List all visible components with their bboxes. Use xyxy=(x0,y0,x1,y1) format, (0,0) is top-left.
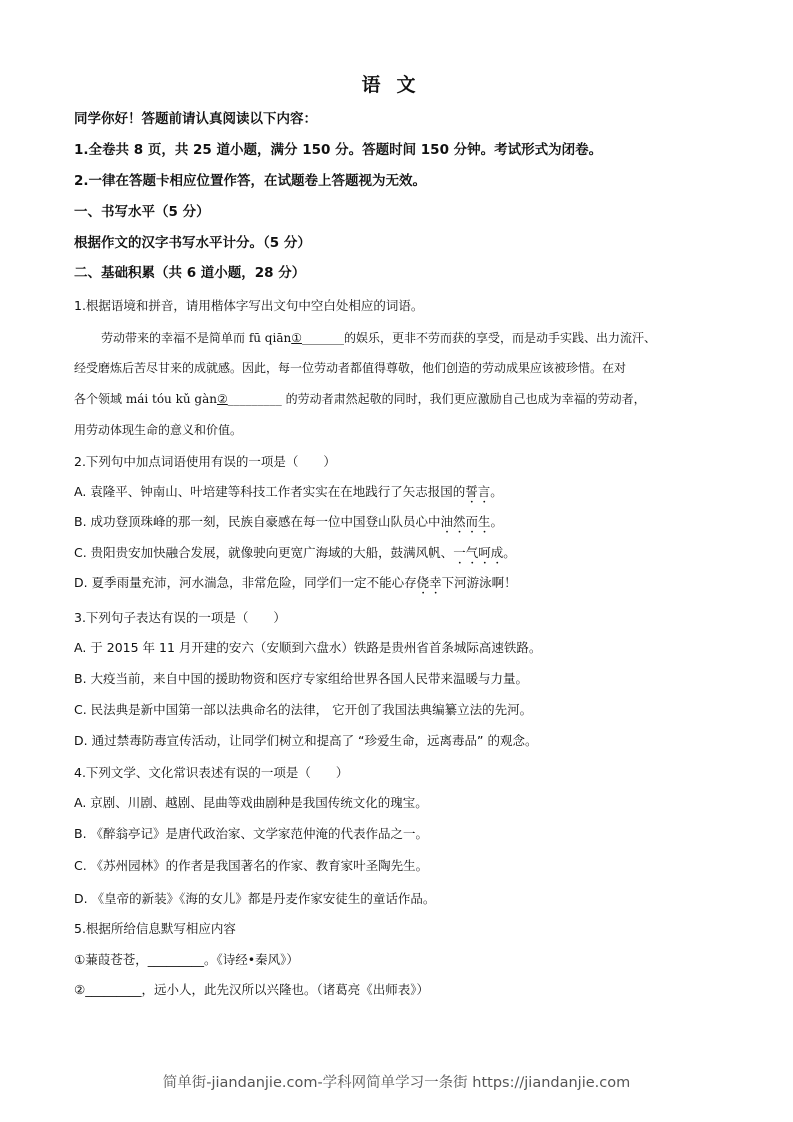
q1-passage-line-3 xyxy=(74,390,646,408)
dotted-word: 油然而生 xyxy=(440,514,491,529)
q2-option-b xyxy=(74,513,503,536)
q1-text: 劳动带来的幸福不是简单而 fū qiān xyxy=(101,331,292,345)
option-text: 下河游泳啊！ xyxy=(441,575,517,590)
option-text: C. 贵阳贵安加快融合发展，就像驶向更宽广海域的大船，鼓满风帆、 xyxy=(74,545,454,560)
intro-rule-2: 2.一律在答题卡相应位置作答，在试题卷上答题视为无效。 xyxy=(74,173,427,189)
q2-option-a xyxy=(74,483,503,506)
option-text: A. 袁隆平、钟南山、叶培建等科技工作者实实在在地践行了矢志报国的 xyxy=(74,484,466,499)
q1-passage-line-4: 用劳动体现生命的意义和价值。 xyxy=(74,423,243,437)
q5-stem: 5.根据所给信息默写相应内容 xyxy=(74,921,236,936)
page-title: 语文 xyxy=(361,74,432,96)
q1-text: 的劳动者肃然起敬的同时，我们更应激励自己也成为幸福的劳动者， xyxy=(281,392,646,406)
footer-watermark: 简单街-jiandanjie.com-学科网简单学习一条街 https://jiandanjie.com xyxy=(162,1075,631,1091)
dotted-word: 誓言 xyxy=(465,484,491,499)
q1-passage-line-1 xyxy=(101,329,656,347)
section1-heading: 一、书写水平（5 分） xyxy=(74,204,210,220)
q1-blank-2[interactable]: _________ xyxy=(227,392,282,406)
intro-rule-1: 1.全卷共 8 页，共 25 道小题，满分 150 分。答题时间 150 分钟。考试形式为闭卷。 xyxy=(74,142,603,158)
q2-stem: 2.下列句中加点词语使用有误的一项是（ ） xyxy=(74,454,336,469)
dotted-word: 侥幸 xyxy=(416,575,442,590)
q3-option-d: D. 通过禁毒防毒宣传活动，让同学们树立和提高了 “珍爱生命，远离毒品” 的观念。 xyxy=(74,733,538,748)
q2-option-d xyxy=(74,574,517,597)
q1-marker-2: ② xyxy=(216,392,228,406)
q1-passage-line-2: 经受磨炼后苦尽甘来的成就感。因此，每一位劳动者都值得尊敬，他们创造的劳动成果应该被珍惜。在对 xyxy=(74,361,627,375)
section2-heading: 二、基础积累（共 6 道小题，28 分） xyxy=(74,265,306,281)
q1-marker-1: ① xyxy=(291,331,302,345)
intro-greeting: 同学你好！答题前请认真阅读以下内容： xyxy=(74,111,317,127)
section1-text: 根据作文的汉字书写水平计分。（5 分） xyxy=(74,235,311,251)
option-text: B. 成功登顶珠峰的那一刻，民族自豪感在每一位中国登山队员心中 xyxy=(74,514,441,529)
option-text: 。 xyxy=(490,514,504,529)
q1-blank-1[interactable]: _______ xyxy=(301,331,344,345)
q4-option-a: A. 京剧、川剧、越剧、昆曲等戏曲剧种是我国传统文化的瑰宝。 xyxy=(74,795,428,810)
q3-option-a: A. 于 2015 年 11 月开建的安六（安顺到六盘水）铁路是贵州省首条城际高速铁路。 xyxy=(74,640,542,655)
q3-option-c: C. 民法典是新中国第一部以法典命名的法律， 它开创了我国法典编纂立法的先河。 xyxy=(74,702,533,717)
dotted-word: 一气呵成 xyxy=(453,545,504,560)
q4-option-d: D. 《皇帝的新装》《海的女儿》都是丹麦作家安徒生的童话作品。 xyxy=(74,891,436,906)
option-text: D. 夏季雨量充沛，河水湍急，非常危险，同学们一定不能心存 xyxy=(74,575,417,590)
q3-stem: 3.下列句子表达有误的一项是（ ） xyxy=(74,610,286,625)
q5-line-2: ②_________，远小人，此先汉所以兴隆也。（诸葛亮《出师表》） xyxy=(74,982,429,997)
q5-line-1: ①蒹葭苍苍，_________。《诗经•秦风》） xyxy=(74,952,299,967)
q4-stem: 4.下列文学、文化常识表述有误的一项是（ ） xyxy=(74,765,349,780)
q3-option-b: B. 大疫当前，来自中国的援助物资和医疗专家组给世界各国人民带来温暖与力量。 xyxy=(74,671,529,686)
option-text: 。 xyxy=(490,484,503,499)
q4-option-c: C. 《苏州园林》的作者是我国著名的作家、教育家叶圣陶先生。 xyxy=(74,858,429,873)
q1-text: 各个领域 mái tóu kǔ gàn xyxy=(74,392,217,406)
q1-stem: 1.根据语境和拼音，请用楷体字写出文句中空白处相应的词语。 xyxy=(74,298,424,313)
q2-option-c xyxy=(74,544,516,567)
q1-text: 的娱乐，更非不劳而获的享受，而是动手实践、出力流汗、 xyxy=(343,331,656,345)
option-text: 。 xyxy=(503,545,516,560)
q4-option-b: B. 《醉翁亭记》是唐代政治家、文学家范仲淹的代表作品之一。 xyxy=(74,826,429,841)
